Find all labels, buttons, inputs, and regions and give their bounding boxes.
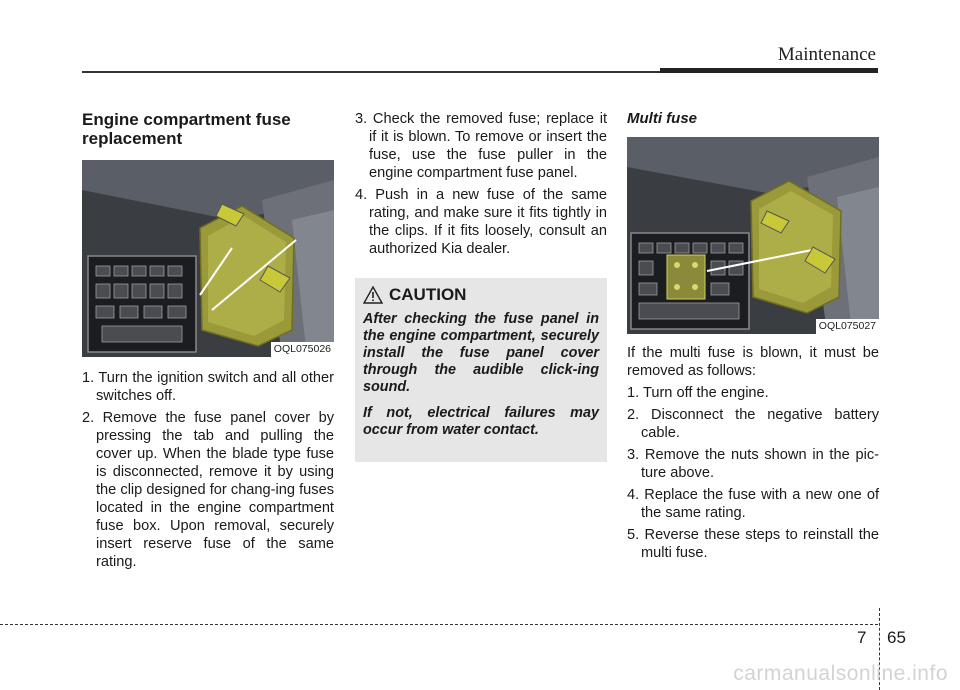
- caution-title: CAUTION: [389, 285, 467, 304]
- step-item: 2. Disconnect the negative battery cable.: [627, 407, 879, 441]
- photo-code-label: OQL075027: [816, 319, 879, 334]
- chapter-number: 7: [857, 628, 867, 647]
- photo-code-label: OQL075026: [271, 342, 334, 357]
- watermark: carmanualsonline.info: [733, 662, 948, 685]
- step-item: 4. Replace the fuse with a new one of the same rating.: [627, 487, 879, 521]
- caution-text: After checking the fuse panel in the engine compartment, securely install the fuse panel cover through the audible click-ing sound.: [363, 311, 599, 395]
- step-item: 3. Check the removed fuse; replace it if it is blown. To remove or insert the fuse, use the fuse puller in the engine compartment fuse panel.: [355, 111, 607, 181]
- section-subheading: Multi fuse: [627, 110, 697, 127]
- step-item: 5. Reverse these steps to reinstall the multi fuse.: [627, 527, 879, 561]
- right-column: [627, 110, 879, 566]
- engine-fuse-photo: [82, 160, 334, 357]
- step-item: 1. Turn off the engine.: [627, 385, 769, 401]
- replacement-steps-continued: [355, 110, 607, 258]
- left-column: [82, 110, 334, 575]
- intro-text: If the multi fuse is blown, it must be removed as follows:: [627, 345, 879, 379]
- caution-text: If not, electrical failures may occur from water contact.: [363, 405, 599, 438]
- caution-box: [355, 278, 607, 462]
- step-item: 2. Remove the fuse panel cover by pressing the tab and pulling the cover up. When the blade type fuse is disconnected, remove it by using the clip designed for chang-ing fuses located in the engine compartment fuse box. Upon removal, securely insert reserve fuse of the same rating.: [82, 410, 334, 570]
- replacement-steps: [82, 369, 334, 571]
- step-item: 4. Push in a new fuse of the same rating, and make sure it fits tightly in the clips. If it fits loosely, consult an authorized Kia dealer.: [355, 187, 607, 257]
- step-item: 3. Remove the nuts shown in the pic-ture above.: [627, 447, 879, 481]
- footer-rule: [0, 624, 878, 625]
- multi-fuse-illustration: [627, 137, 879, 334]
- engine-compartment-illustration: [82, 160, 334, 357]
- header-rule-accent: [660, 68, 878, 73]
- step-item: 1. Turn the ignition switch and all other switches off.: [82, 370, 334, 404]
- page-header-title: Maintenance: [777, 44, 876, 65]
- header-rule: [82, 71, 660, 73]
- middle-column: [355, 110, 607, 462]
- page-number: 65: [887, 628, 906, 647]
- multi-fuse-steps: [627, 384, 879, 562]
- warning-triangle-icon: [363, 286, 383, 304]
- multi-fuse-photo: [627, 137, 879, 334]
- section-heading: Engine compartment fuse replacement: [82, 110, 291, 148]
- caution-header: [363, 286, 599, 304]
